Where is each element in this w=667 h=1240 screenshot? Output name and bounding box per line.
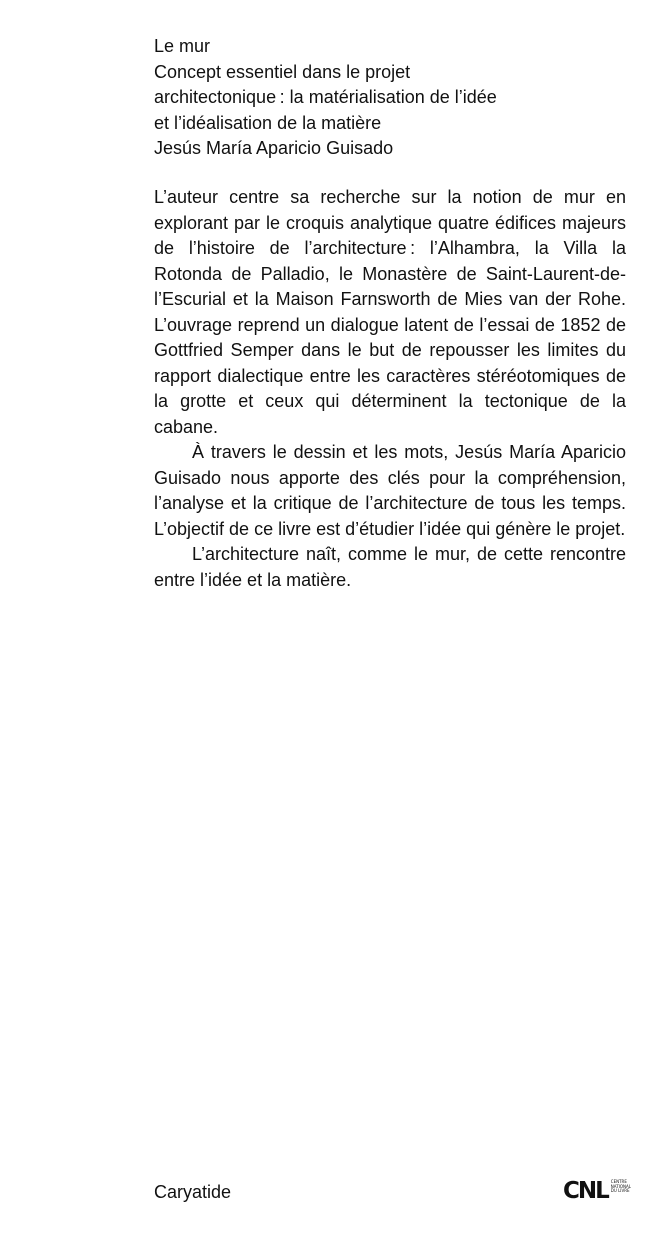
paragraph-3: L’architecture naît, comme le mur, de cette rencontre entre l’idée et la matière. [154,544,626,590]
book-title: Le mur [154,36,211,56]
cnl-logo [563,1178,631,1206]
book-author: Jesús María Aparicio Guisado [154,138,394,158]
cnl-logo-caption [611,1180,631,1194]
book-subtitle-line-2: architectonique : la matérialisation de l’idée [154,87,497,107]
publisher-name: Caryatide [154,1182,232,1202]
cnl-logo-caption-line: DU LIVRE [610,1188,630,1194]
back-cover-text [154,185,626,593]
paragraph-2: À travers le dessin et les mots, Jesús María Aparicio Guisado nous apporte des clés pour la compréhension, l’analyse et la critique de l’architecture de tous les temps. L’objectif de ce livre est d’étudier l’idée qui génère le projet. [154,442,626,539]
cnl-logo-caption-line: NATIONAL [610,1183,631,1189]
paragraph-1: L’auteur centre sa recherche sur la notion de mur en explorant par le croquis analytique quatre édifices majeurs de l’histoire de l’architecture : l’Alhambra, la Villa la Rotonda de Palladio, le Monastère de Saint-Laurent-de-l’Escurial et la Maison Farnsworth de Mies van der Rohe. L’ouvrage reprend un dialogue latent de l’essai de 1852 de Gottfried Semper dans le but de repousser les limites du rapport dialectique entre les caractères stéréotomiques de la grotte et ceux qui déterminent la tectonique de la cabane. [154,187,626,437]
cnl-logo-caption-line: CENTRE [610,1179,627,1184]
cnl-logo-mark: CNL [563,1178,608,1204]
book-subtitle-line-1: Concept essentiel dans le projet [154,61,411,82]
book-subtitle-line-3: et l’idéalisation de la matière [154,112,382,133]
book-title-block [154,34,634,162]
